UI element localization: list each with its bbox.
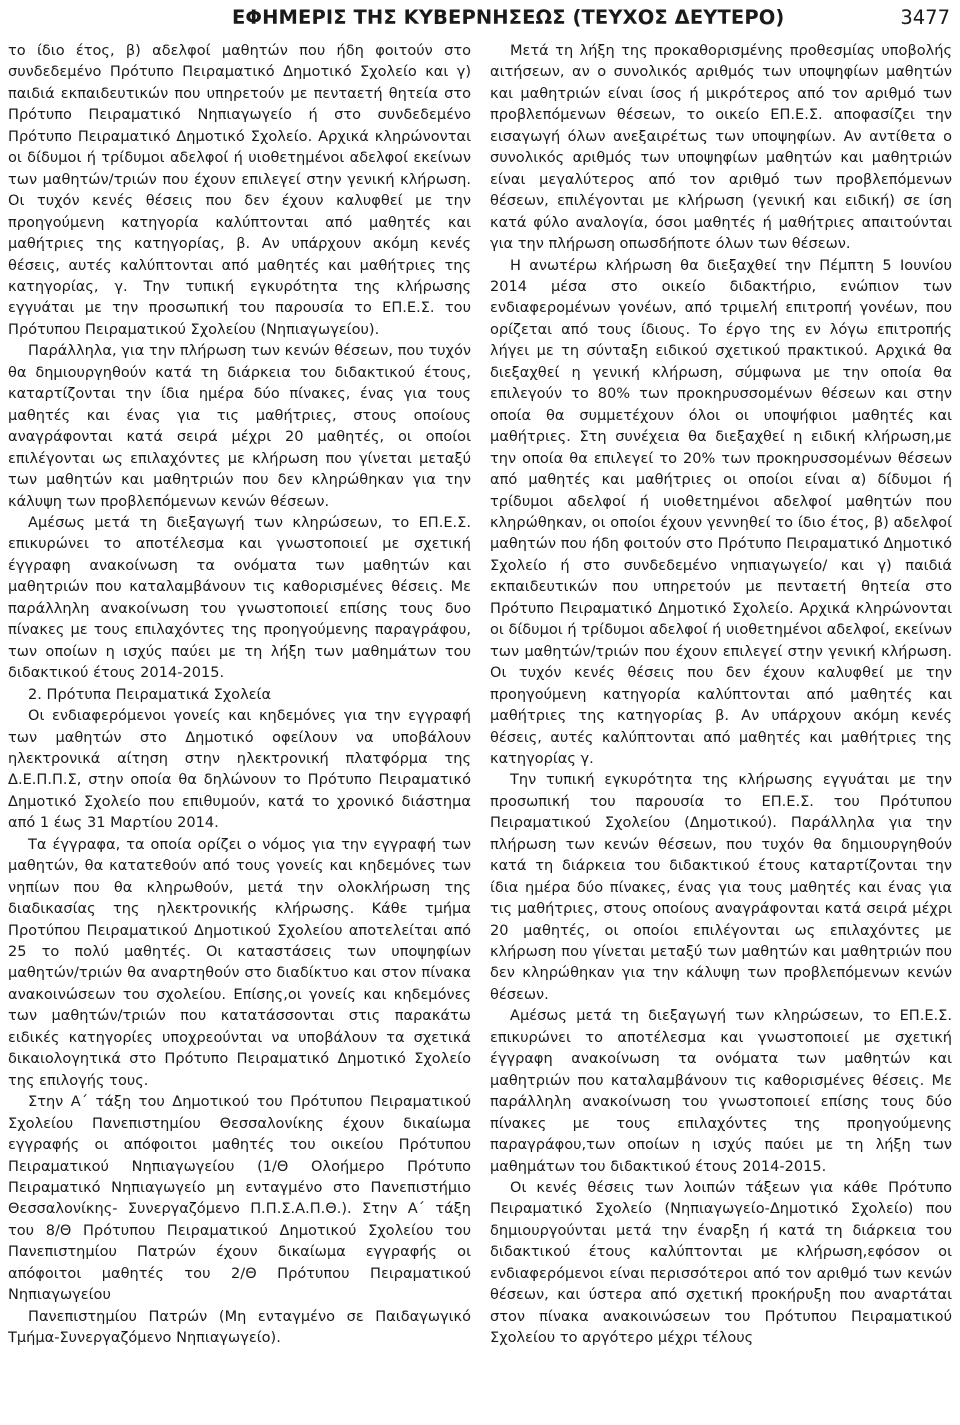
section-heading: 2. Πρότυπα Πειραματικά Σχολεία	[28, 685, 272, 703]
paragraph: Τα έγγραφα, τα οποία ορίζει ο νόμος για την εγγραφή των μαθητών, θα κατατεθούν από τους γονείς και κηδεμόνες των νηπίων που θα κληρωθούν, μετά την ολοκλήρωση της διαδικασίας της ηλεκτρονικής κλήρωσης. Κάθε τμήμα Προτύπου Πειραματικού Δημοτικού Σχολείου αποτελείται από 25 το πολύ μαθητές. Οι καταστάσεις των υποψηφίων μαθητών/τριών θα αναρτηθούν στο διαδίκτυο και στον πίνακα ανακοινώσεων του σχολείου. Επίσης,οι γονείς και κηδεμόνες των μαθητών/τριών που κατατάσσονται στις παρακάτω ειδικές κατηγορίες υποχρεούνται να υποβάλουν τα σχετικά δικαιολογητικά στο Πρότυπο Πειραματικό Δημοτικό Σχολείο της επιλογής τους.	[8, 835, 471, 1089]
right-column	[490, 40, 952, 1349]
paragraph: Αμέσως μετά τη διεξαγωγή των κληρώσεων, το ΕΠ.Ε.Σ. επικυρώνει το αποτέλεσμα και γνωστοποιεί με σχετική έγγραφη ανακοίνωση τα ονόματα των μαθητών και μαθητριών που καταλαμβάνουν τις καθορισμένες θέσεις. Με παράλληλη ανακοίνωση του γνωστοποιεί επίσης τους δύο πίνακες με τους επιλαχόντες της προηγούμενης παραγράφου,των οποίων η ισχύς παύει με τη λήξη των μαθημάτων του διδακτικού έτους 2014-2015.	[490, 1007, 952, 1175]
paragraph: Οι κενές θέσεις των λοιπών τάξεων για κάθε Πρότυπο Πειραματικό Σχολείο (Νηπιαγωγείο-Δημοτικό Σχολείο) που δημιουργούνται μετά την έναρξη ή κατά τη διάρκεια του διδακτικού έτους καλύπτονται με κλήρωση,εφόσον οι ενδιαφερόμενοι είναι περισσότεροι από τον αριθμό των κενών θέσεων, και ύστερα από σχετική προκήρυξη που αναρτάται στον πίνακα ανακοινώσεων του Πρότυπου Πειραματικού Σχολείου το αργότερο μέχρι τέλους	[490, 1179, 952, 1347]
paragraph: Μετά τη λήξη της προκαθορισμένης προθεσμίας υποβολής αιτήσεων, αν ο συνολικός αριθμός των υποψηφίων μαθητών και μαθητριών είναι ίσος ή μικρότερος από τον αριθμό των προβλεπόμενων θέσεων, το οικείο ΕΠ.Ε.Σ. αποφασίζει την εισαγωγή όλων ανεξαιρέτως των υποψηφίων. Αν αντίθετα ο συνολικός αριθμός των υποψηφίων μαθητών και μαθητριών είναι μεγαλύτερος από τον αριθμό των προβλεπόμενων θέσεων, επιλέγονται με κλήρωση (γενική και ειδική) σε ίση κατά φύλο αναλογία, όσοι μαθητές ή μαθήτριες απαιτούνται για την πλήρωση οπωσδήποτε όλων των θέσεων.	[490, 42, 952, 253]
page-header	[0, 0, 960, 38]
left-column	[8, 40, 471, 1349]
paragraph: Οι ενδιαφερόμενοι γονείς και κηδεμόνες για την εγγραφή των μαθητών στο Δημοτικό οφείλουν να υποβάλουν ηλεκτρονικά αίτηση στην ηλεκτρονική πλατφόρμα της Δ.Ε.Π.Π.Σ, στην οποία θα δηλώνουν το Πρότυπο Πειραματικό Δημοτικό Σχολείο που επιθυμούν, κατά το χρονικό διάστημα από 1 έως 31 Μαρτίου 2014.	[8, 707, 471, 832]
paragraph: Παράλληλα, για την πλήρωση των κενών θέσεων, που τυχόν θα δημιουργηθούν κατά τη διάρκεια του διδακτικού έτους, καταρτίζονται την ίδια ημέρα δύο πίνακες, ένας για τους μαθητές και ένας για τις μαθήτριες, στους οποίους αναγράφονται κατά σειρά μέχρι 20 μαθητές, οι οποίοι επιλέγονται ως επιλαχόντες με κλήρωση που γίνεται μεταξύ των μαθητών και μαθητριών που δεν κληρώθηκαν για την κάλυψη των προβλεπόμενων κενών θέσεων.	[8, 342, 471, 510]
paragraph: το ίδιο έτος, β) αδελφοί μαθητών που ήδη φοιτούν στο συνδεδεμένο Πρότυπο Πειραματικό Δημοτικό Σχολείο και γ) παιδιά εκπαιδευτικών που υπηρετούν με πενταετή θητεία στο Πρότυπο Πειραματικό Νηπιαγωγείο ή στο συνδεδεμένο Πρότυπο Πειραματικό Δημοτικό Σχολείο. Αρχικά κληρώνονται οι δίδυμοι ή τρίδυμοι αδελφοί ή υιοθετημένοι αδελφοί εκείνων των μαθητών/τριών που έχουν επιλεγεί στην γενική κλήρωση. Οι τυχόν κενές θέσεις που δεν έχουν καλυφθεί με την προηγούμενη κατηγορία καλύπτονται από μαθητές και μαθήτριες της κατηγορίας, β. Αν υπάρχουν ακόμη κενές θέσεις, αυτές καλύπτονται από μαθητές και μαθήτριες της κατηγορίας, γ. Την τυπική εγκυρότητα της κλήρωσης εγγυάται με την προσωπική του παρουσία το ΕΠ.Ε.Σ. του Πρότυπου Πειραματικού Σχολείου (Νηπιαγωγείου).	[8, 42, 471, 338]
paragraph: Η ανωτέρω κλήρωση θα διεξαχθεί την Πέμπτη 5 Ιουνίου 2014 μέσα στο οικείο διδακτήριο, ενώπιον των ενδιαφερομένων γονέων, από τριμελή επιτροπή γονέων, που ορίζεται από τους ίδιους. Το έργο της εν λόγω επιτροπής λήγει με τη σύνταξη ειδικού σχετικού πρακτικού. Αρχικά θα διεξαχθεί η γενική κλήρωση, σύμφωνα με την οποία θα επιλεγούν το 80% των προκηρυσσομένων θέσεων και στην οποία θα συμμετέχουν όλοι οι υποψήφιοι μαθητές και μαθήτριες. Στη συνέχεια θα διεξαχθεί η ειδική κλήρωση,με την οποία θα επιλεγεί το 20% των προκηρυσσομένων θέσεων από μαθητές και μαθήτριες οι οποίοι είναι α) δίδυμοι ή τρίδυμοι αδελφοί ή υιοθετημένοι αδελφοί μαθητών που κληρώθηκαν, οι οποίοι έχουν γεννηθεί το ίδιο έτος, β) αδελφοί μαθητών που ήδη φοιτούν στο Πρότυπο Πειραματικό Δημοτικό Σχολείο ή στο συνδεδεμένο νηπιαγωγείο/ και γ) παιδιά εκπαιδευτικών που υπηρετούν με πενταετή θητεία στο Πρότυπο Πειραματικό Δημοτικό Σχολείο. Αρχικά κληρώνονται οι δίδυμοι ή τρίδυμοι αδελφοί ή υιοθετημένοι αδελφοί, εκείνων των μαθητών/τριών που έχουν επιλεγεί στην γενική κλήρωση. Οι τυχόν κενές θέσεις που δεν έχουν καλυφθεί με την προηγούμενη κατηγορία καλύπτονται από μαθητές και μαθήτριες της κατηγορίας β. Αν υπάρχουν ακόμη κενές θέσεις, αυτές καλύπτονται από μαθητές και μαθήτριες της κατηγορίας γ.	[490, 256, 952, 767]
paragraph: Αμέσως μετά τη διεξαγωγή των κληρώσεων, το ΕΠ.Ε.Σ. επικυρώνει το αποτέλεσμα και γνωστοποιεί με σχετική έγγραφη ανακοίνωση τα ονόματα των μαθητών και μαθητριών που καταλαμβάνουν τις καθορισμένες θέσεις. Με παράλληλη ανακοίνωση του γνωστοποιεί επίσης τους δυο πίνακες με τους επιλαχόντες της προηγούμενης παραγράφου, των οποίων η ισχύς παύει με τη λήξη των μαθημάτων του διδακτικού έτους 2014-2015.	[8, 513, 471, 682]
paragraph: Στην Α΄ τάξη του Δημοτικού του Πρότυπου Πειραματικού Σχολείου Πανεπιστημίου Θεσσαλονίκης έχουν δικαίωμα εγγραφής οι απόφοιτοι μαθητές του οικείου Πρότυπου Πειραματικού Νηπιαγωγείου (1/Θ Ολοήμερο Πρότυπο Πειραματικό Νηπιαγωγείο μη ενταγμένο στο Πανεπιστήμιο Θεσσαλονίκης- Συνεργαζόμενο Π.Π.Σ.Α.Π.Θ.). Στην Α΄ τάξη του 8/Θ Πρότυπου Πειραματικού Δημοτικού Σχολείου του Πανεπιστημίου Πατρών έχουν δικαίωμα εγγραφής οι απόφοιτοι μαθητές του 2/Θ Πρότυπου Πειραματικού Νηπιαγωγείου	[8, 1093, 471, 1304]
page-number: 3477	[900, 6, 950, 29]
paragraph: Την τυπική εγκυρότητα της κλήρωσης εγγυάται με την προσωπική του παρουσία το ΕΠ.Ε.Σ. του Πρότυπου Πειραματικού Σχολείου (Δημοτικού). Παράλληλα για την πλήρωση των κενών θέσεων, που τυχόν θα δημιουργηθούν κατά τη διάρκεια του διδακτικού έτους καταρτίζονται την ίδια ημέρα δύο πίνακες, ένας για τους μαθητές και ένας για τις μαθήτριες, στους οποίους αναγράφονται κατά σειρά μέχρι 20 μαθητές, οι οποίοι επιλέγονται ως επιλαχόντες με κλήρωση που γίνεται μεταξύ των μαθητών και μαθητριών που δεν κληρώθηκαν για την κάλυψη των προβλεπόμενων κενών θέσεων.	[490, 771, 952, 1003]
paragraph: Πανεπιστημίου Πατρών (Μη ενταγμένο σε Παιδαγωγικό Τμήμα-Συνεργαζόμενο Νηπιαγωγείο).	[8, 1307, 471, 1347]
gazette-title: ΕΦΗΜΕΡΙΣ ΤΗΣ ΚΥΒΕΡΝΗΣΕΩΣ (ΤΕΥΧΟΣ ΔΕΥΤΕΡΟ)	[232, 6, 785, 29]
